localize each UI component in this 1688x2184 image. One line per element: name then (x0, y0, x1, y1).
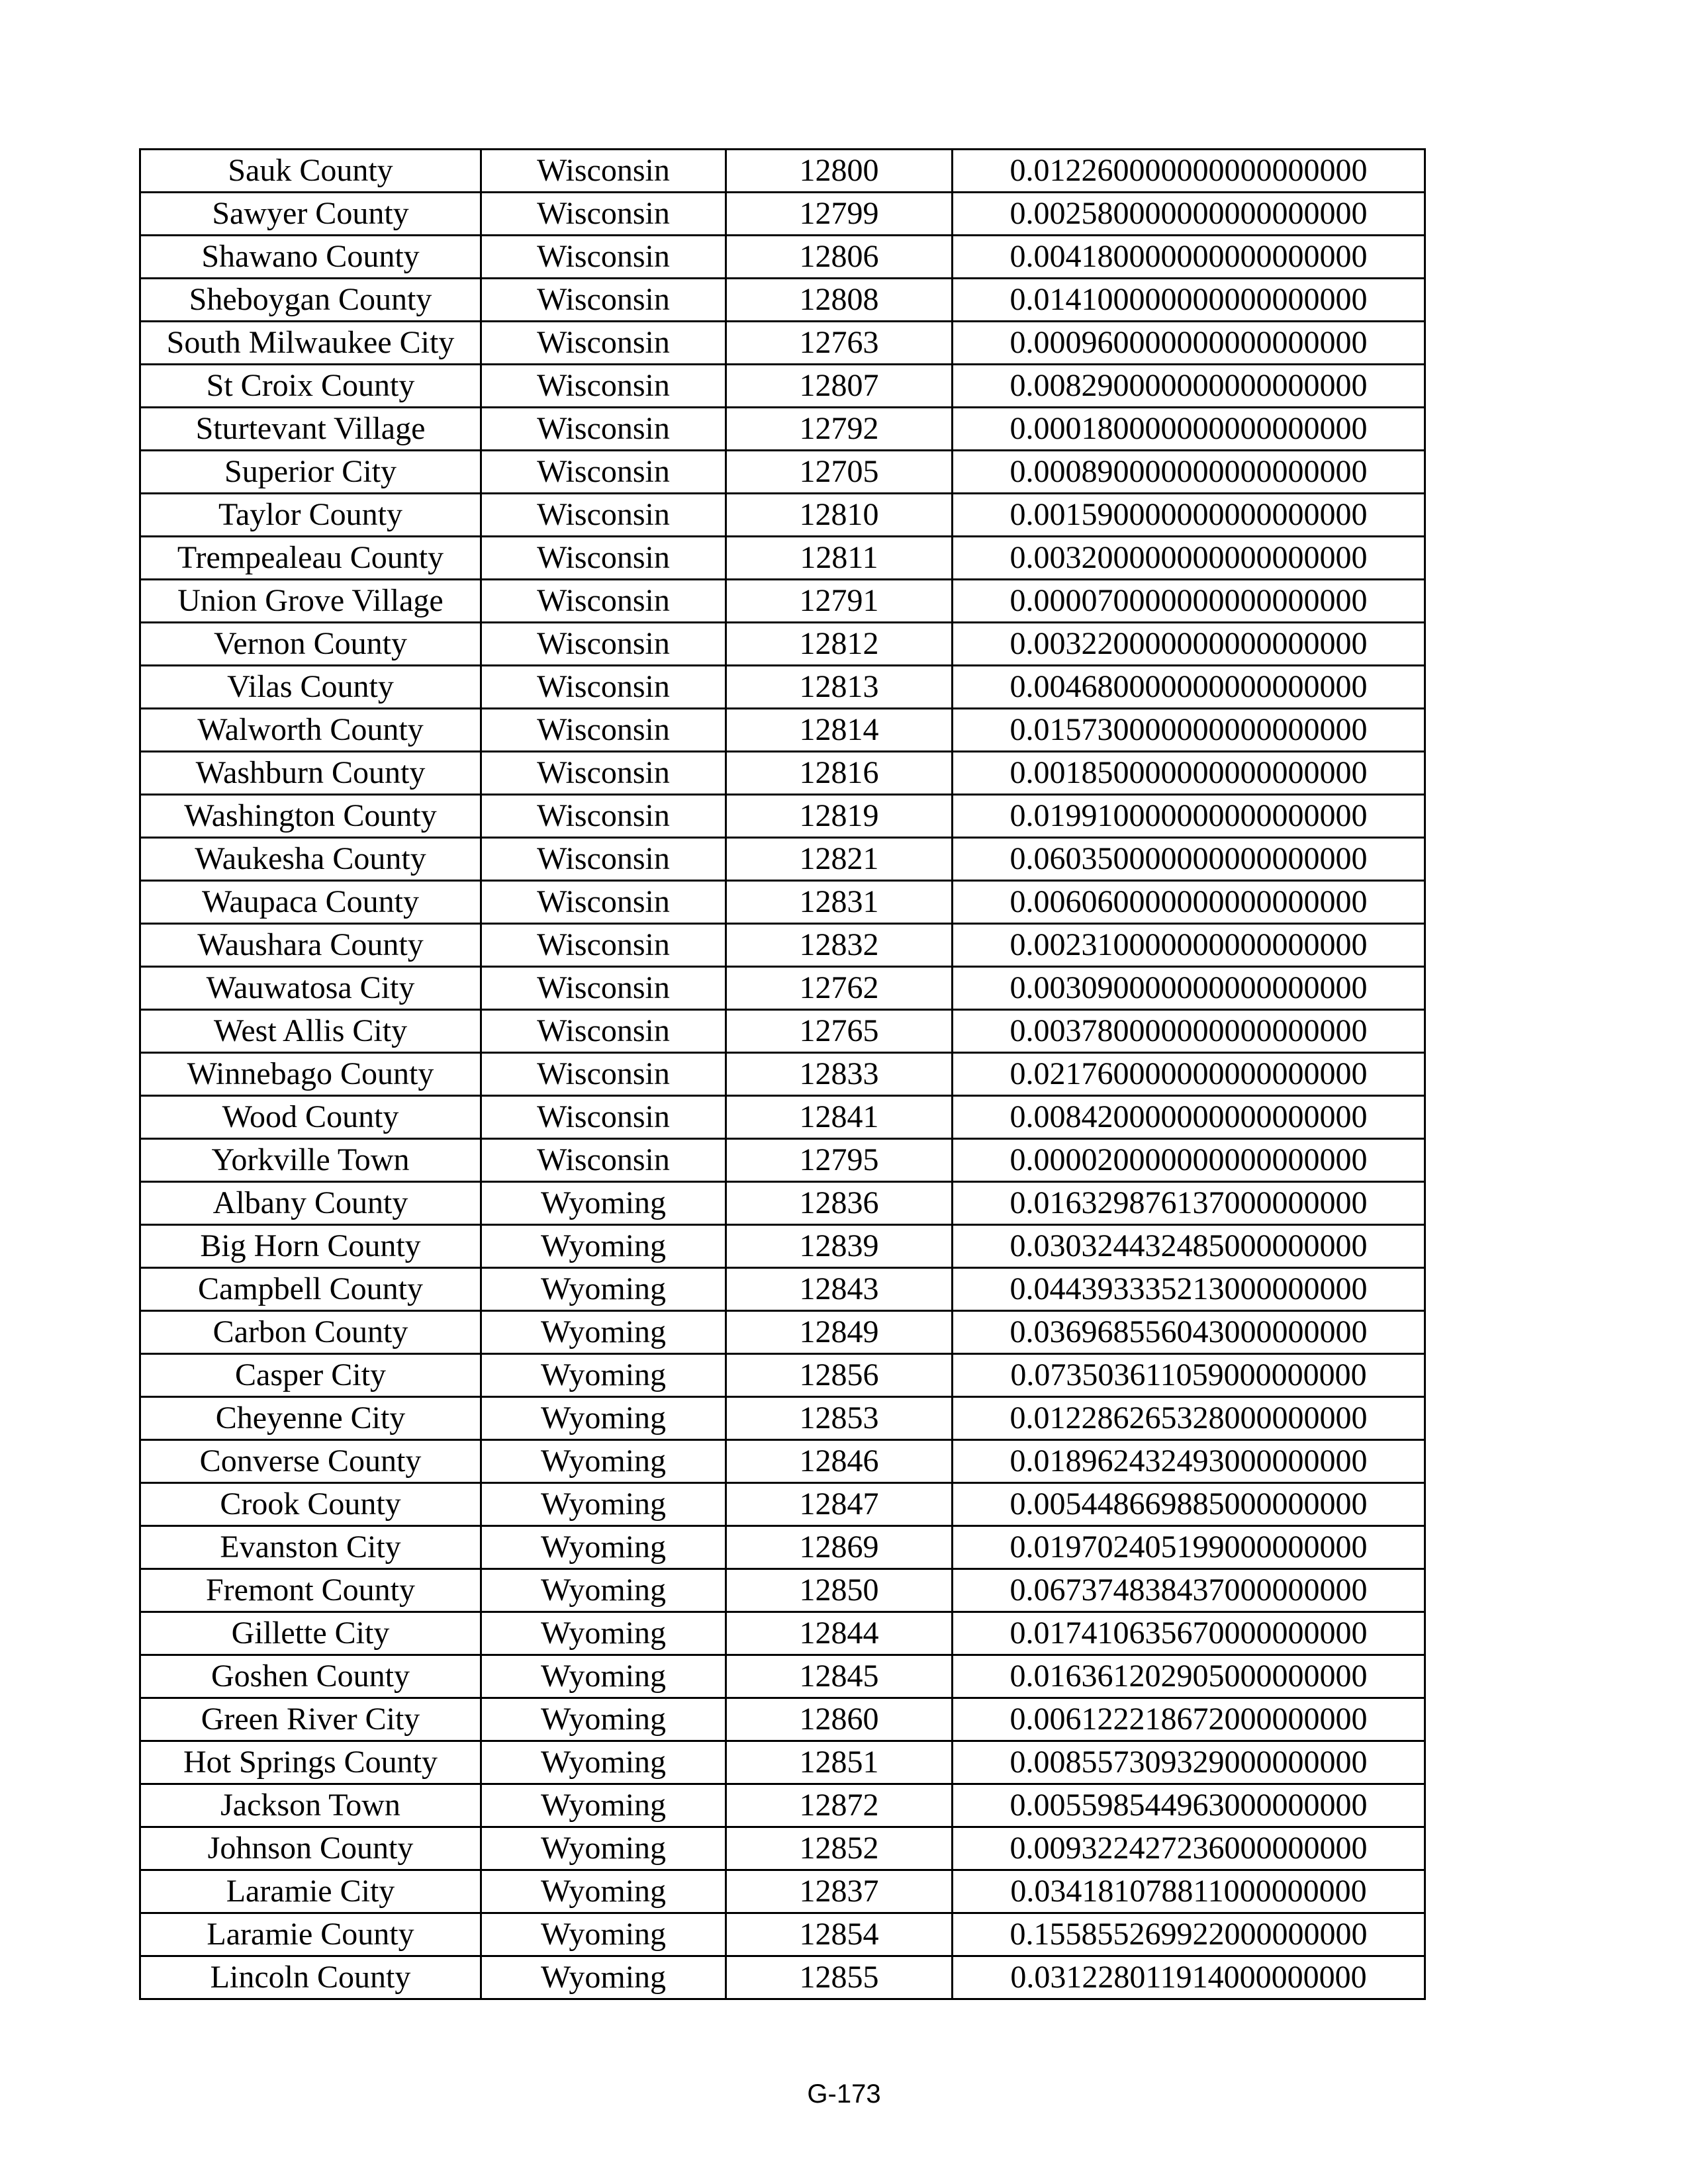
state-cell: Wyoming (481, 1870, 726, 1913)
id-cell: 12851 (726, 1741, 953, 1784)
allocation-percentage-cell: 0.000960000000000000000 (953, 322, 1425, 365)
table-row (140, 1053, 1425, 1096)
subdivision-name-cell: Lincoln County (140, 1956, 481, 1999)
table-row (140, 365, 1425, 408)
state-cell: Wisconsin (481, 1053, 726, 1096)
allocation-percentage-cell: 0.012286265328000000000 (953, 1397, 1425, 1440)
subdivision-name-cell: Big Horn County (140, 1225, 481, 1268)
id-cell: 12814 (726, 709, 953, 752)
table-row (140, 1182, 1425, 1225)
id-cell: 12762 (726, 967, 953, 1010)
allocation-percentage-cell: 0.005448669885000000000 (953, 1483, 1425, 1526)
allocation-percentage-cell: 0.016329876137000000000 (953, 1182, 1425, 1225)
id-cell: 12832 (726, 924, 953, 967)
allocation-percentage-cell: 0.004180000000000000000 (953, 236, 1425, 279)
allocation-percentage-cell: 0.044393335213000000000 (953, 1268, 1425, 1311)
subdivision-name-cell: Johnson County (140, 1827, 481, 1870)
allocation-percentage-cell: 0.008290000000000000000 (953, 365, 1425, 408)
id-cell: 12765 (726, 1010, 953, 1053)
state-cell: Wyoming (481, 1268, 726, 1311)
table-row (140, 580, 1425, 623)
allocation-percentage-cell: 0.006060000000000000000 (953, 881, 1425, 924)
state-cell: Wyoming (481, 1182, 726, 1225)
id-cell: 12799 (726, 193, 953, 236)
state-cell: Wyoming (481, 1913, 726, 1956)
state-cell: Wisconsin (481, 1010, 726, 1053)
allocation-percentage-cell: 0.012260000000000000000 (953, 150, 1425, 193)
allocation-percentage-cell: 0.004680000000000000000 (953, 666, 1425, 709)
subdivision-name-cell: Wauwatosa City (140, 967, 481, 1010)
id-cell: 12833 (726, 1053, 953, 1096)
id-cell: 12856 (726, 1354, 953, 1397)
state-cell: Wyoming (481, 1225, 726, 1268)
table-row (140, 1655, 1425, 1698)
state-cell: Wyoming (481, 1311, 726, 1354)
subdivision-name-cell: Hot Springs County (140, 1741, 481, 1784)
allocation-percentage-cell: 0.003090000000000000000 (953, 967, 1425, 1010)
id-cell: 12854 (726, 1913, 953, 1956)
id-cell: 12811 (726, 537, 953, 580)
subdivision-name-cell: St Croix County (140, 365, 481, 408)
state-cell: Wisconsin (481, 1139, 726, 1182)
state-cell: Wisconsin (481, 1096, 726, 1139)
table-row (140, 1010, 1425, 1053)
state-cell: Wyoming (481, 1741, 726, 1784)
subdivision-name-cell: Wood County (140, 1096, 481, 1139)
table-row (140, 1741, 1425, 1784)
id-cell: 12872 (726, 1784, 953, 1827)
id-cell: 12795 (726, 1139, 953, 1182)
id-cell: 12845 (726, 1655, 953, 1698)
id-cell: 12847 (726, 1483, 953, 1526)
subdivision-name-cell: Albany County (140, 1182, 481, 1225)
subdivision-name-cell: Sawyer County (140, 193, 481, 236)
state-cell: Wisconsin (481, 537, 726, 580)
id-cell: 12844 (726, 1612, 953, 1655)
subdivision-name-cell: Converse County (140, 1440, 481, 1483)
table-row (140, 537, 1425, 580)
id-cell: 12812 (726, 623, 953, 666)
allocation-percentage-cell: 0.031228011914000000000 (953, 1956, 1425, 1999)
table-row (140, 1698, 1425, 1741)
subdivision-name-cell: Gillette City (140, 1612, 481, 1655)
allocation-percentage-cell: 0.018962432493000000000 (953, 1440, 1425, 1483)
subdivision-name-cell: Sheboygan County (140, 279, 481, 322)
allocation-percentage-cell: 0.003780000000000000000 (953, 1010, 1425, 1053)
allocation-percentage-cell: 0.000020000000000000000 (953, 1139, 1425, 1182)
subdivision-name-cell: Waushara County (140, 924, 481, 967)
state-cell: Wisconsin (481, 752, 726, 795)
id-cell: 12839 (726, 1225, 953, 1268)
subdivision-name-cell: Trempealeau County (140, 537, 481, 580)
table-row (140, 408, 1425, 451)
id-cell: 12791 (726, 580, 953, 623)
subdivision-name-cell: Crook County (140, 1483, 481, 1526)
subdivision-name-cell: West Allis City (140, 1010, 481, 1053)
state-cell: Wisconsin (481, 838, 726, 881)
subdivision-name-cell: Evanston City (140, 1526, 481, 1569)
state-cell: Wisconsin (481, 967, 726, 1010)
allocation-percentage-cell: 0.006122218672000000000 (953, 1698, 1425, 1741)
id-cell: 12846 (726, 1440, 953, 1483)
subdivision-name-cell: Laramie City (140, 1870, 481, 1913)
subdivision-name-cell: Yorkville Town (140, 1139, 481, 1182)
table-row (140, 150, 1425, 193)
state-cell: Wisconsin (481, 365, 726, 408)
subdivision-name-cell: Sturtevant Village (140, 408, 481, 451)
table-row (140, 1827, 1425, 1870)
allocation-percentage-cell: 0.001590000000000000000 (953, 494, 1425, 537)
allocation-percentage-cell: 0.034181078811000000000 (953, 1870, 1425, 1913)
id-cell: 12837 (726, 1870, 953, 1913)
subdivision-name-cell: Walworth County (140, 709, 481, 752)
state-cell: Wyoming (481, 1956, 726, 1999)
state-cell: Wyoming (481, 1569, 726, 1612)
table-row (140, 494, 1425, 537)
id-cell: 12806 (726, 236, 953, 279)
allocation-percentage-cell: 0.016361202905000000000 (953, 1655, 1425, 1698)
id-cell: 12808 (726, 279, 953, 322)
state-cell: Wisconsin (481, 193, 726, 236)
id-cell: 12792 (726, 408, 953, 451)
allocation-percentage-cell: 0.003220000000000000000 (953, 623, 1425, 666)
id-cell: 12853 (726, 1397, 953, 1440)
subdivision-name-cell: Green River City (140, 1698, 481, 1741)
allocation-table (139, 148, 1426, 2000)
id-cell: 12810 (726, 494, 953, 537)
subdivision-name-cell: Washington County (140, 795, 481, 838)
subdivision-name-cell: Winnebago County (140, 1053, 481, 1096)
id-cell: 12860 (726, 1698, 953, 1741)
subdivision-name-cell: Taylor County (140, 494, 481, 537)
state-cell: Wisconsin (481, 236, 726, 279)
state-cell: Wisconsin (481, 580, 726, 623)
table-row (140, 795, 1425, 838)
state-cell: Wisconsin (481, 494, 726, 537)
allocation-percentage-cell: 0.014100000000000000000 (953, 279, 1425, 322)
allocation-percentage-cell: 0.073503611059000000000 (953, 1354, 1425, 1397)
table-row (140, 1225, 1425, 1268)
state-cell: Wisconsin (481, 924, 726, 967)
allocation-percentage-cell: 0.002310000000000000000 (953, 924, 1425, 967)
subdivision-name-cell: Sauk County (140, 150, 481, 193)
table-row (140, 1870, 1425, 1913)
subdivision-name-cell: Jackson Town (140, 1784, 481, 1827)
state-cell: Wisconsin (481, 451, 726, 494)
state-cell: Wyoming (481, 1784, 726, 1827)
subdivision-name-cell: Shawano County (140, 236, 481, 279)
allocation-percentage-cell: 0.005598544963000000000 (953, 1784, 1425, 1827)
allocation-percentage-cell: 0.036968556043000000000 (953, 1311, 1425, 1354)
table-row (140, 1913, 1425, 1956)
state-cell: Wisconsin (481, 881, 726, 924)
table-row (140, 924, 1425, 967)
table-row (140, 279, 1425, 322)
table-row (140, 967, 1425, 1010)
table-row (140, 1096, 1425, 1139)
state-cell: Wyoming (481, 1440, 726, 1483)
subdivision-name-cell: Vernon County (140, 623, 481, 666)
id-cell: 12831 (726, 881, 953, 924)
table-row (140, 322, 1425, 365)
id-cell: 12807 (726, 365, 953, 408)
subdivision-name-cell: Laramie County (140, 1913, 481, 1956)
table-row (140, 752, 1425, 795)
table-row (140, 1784, 1425, 1827)
id-cell: 12850 (726, 1569, 953, 1612)
table-row (140, 1139, 1425, 1182)
table-row (140, 1483, 1425, 1526)
id-cell: 12821 (726, 838, 953, 881)
id-cell: 12869 (726, 1526, 953, 1569)
id-cell: 12843 (726, 1268, 953, 1311)
allocation-percentage-cell: 0.155855269922000000000 (953, 1913, 1425, 1956)
allocation-percentage-cell: 0.060350000000000000000 (953, 838, 1425, 881)
subdivision-name-cell: Campbell County (140, 1268, 481, 1311)
allocation-percentage-cell: 0.015730000000000000000 (953, 709, 1425, 752)
allocation-percentage-cell: 0.000070000000000000000 (953, 580, 1425, 623)
allocation-percentage-cell: 0.008557309329000000000 (953, 1741, 1425, 1784)
state-cell: Wyoming (481, 1483, 726, 1526)
table-row (140, 881, 1425, 924)
state-cell: Wisconsin (481, 279, 726, 322)
table-row (140, 1526, 1425, 1569)
id-cell: 12819 (726, 795, 953, 838)
state-cell: Wisconsin (481, 709, 726, 752)
subdivision-name-cell: Superior City (140, 451, 481, 494)
subdivision-name-cell: Fremont County (140, 1569, 481, 1612)
state-cell: Wyoming (481, 1526, 726, 1569)
table-row (140, 1956, 1425, 1999)
id-cell: 12800 (726, 150, 953, 193)
id-cell: 12852 (726, 1827, 953, 1870)
allocation-percentage-cell: 0.019910000000000000000 (953, 795, 1425, 838)
allocation-percentage-cell: 0.030324432485000000000 (953, 1225, 1425, 1268)
allocation-percentage-cell: 0.002580000000000000000 (953, 193, 1425, 236)
table-row (140, 666, 1425, 709)
state-cell: Wyoming (481, 1655, 726, 1698)
allocation-percentage-cell: 0.067374838437000000000 (953, 1569, 1425, 1612)
subdivision-name-cell: Union Grove Village (140, 580, 481, 623)
page-number: G-173 (807, 2079, 881, 2109)
table-row (140, 1268, 1425, 1311)
subdivision-name-cell: Casper City (140, 1354, 481, 1397)
allocation-percentage-cell: 0.000180000000000000000 (953, 408, 1425, 451)
table-row (140, 1440, 1425, 1483)
allocation-percentage-cell: 0.001850000000000000000 (953, 752, 1425, 795)
id-cell: 12841 (726, 1096, 953, 1139)
table-row (140, 1397, 1425, 1440)
table-row (140, 193, 1425, 236)
table-row (140, 1354, 1425, 1397)
table-row (140, 1612, 1425, 1655)
allocation-percentage-cell: 0.021760000000000000000 (953, 1053, 1425, 1096)
state-cell: Wisconsin (481, 623, 726, 666)
table-row (140, 1569, 1425, 1612)
allocation-percentage-cell: 0.003200000000000000000 (953, 537, 1425, 580)
id-cell: 12855 (726, 1956, 953, 1999)
state-cell: Wyoming (481, 1612, 726, 1655)
id-cell: 12816 (726, 752, 953, 795)
table-row (140, 451, 1425, 494)
subdivision-name-cell: Waukesha County (140, 838, 481, 881)
id-cell: 12705 (726, 451, 953, 494)
state-cell: Wisconsin (481, 666, 726, 709)
subdivision-name-cell: South Milwaukee City (140, 322, 481, 365)
state-cell: Wyoming (481, 1354, 726, 1397)
allocation-percentage-cell: 0.017410635670000000000 (953, 1612, 1425, 1655)
allocation-percentage-cell: 0.019702405199000000000 (953, 1526, 1425, 1569)
state-cell: Wyoming (481, 1827, 726, 1870)
state-cell: Wisconsin (481, 795, 726, 838)
allocation-percentage-cell: 0.000890000000000000000 (953, 451, 1425, 494)
table-body (140, 150, 1425, 1999)
subdivision-name-cell: Goshen County (140, 1655, 481, 1698)
subdivision-name-cell: Vilas County (140, 666, 481, 709)
state-cell: Wyoming (481, 1698, 726, 1741)
table-row (140, 236, 1425, 279)
table-row (140, 623, 1425, 666)
id-cell: 12836 (726, 1182, 953, 1225)
state-cell: Wyoming (481, 1397, 726, 1440)
allocation-percentage-cell: 0.009322427236000000000 (953, 1827, 1425, 1870)
subdivision-name-cell: Washburn County (140, 752, 481, 795)
id-cell: 12763 (726, 322, 953, 365)
table-row (140, 1311, 1425, 1354)
subdivision-name-cell: Cheyenne City (140, 1397, 481, 1440)
allocation-percentage-cell: 0.008420000000000000000 (953, 1096, 1425, 1139)
state-cell: Wisconsin (481, 408, 726, 451)
id-cell: 12849 (726, 1311, 953, 1354)
table-row (140, 838, 1425, 881)
state-cell: Wisconsin (481, 150, 726, 193)
subdivision-name-cell: Carbon County (140, 1311, 481, 1354)
state-cell: Wisconsin (481, 322, 726, 365)
table-row (140, 709, 1425, 752)
subdivision-name-cell: Waupaca County (140, 881, 481, 924)
id-cell: 12813 (726, 666, 953, 709)
